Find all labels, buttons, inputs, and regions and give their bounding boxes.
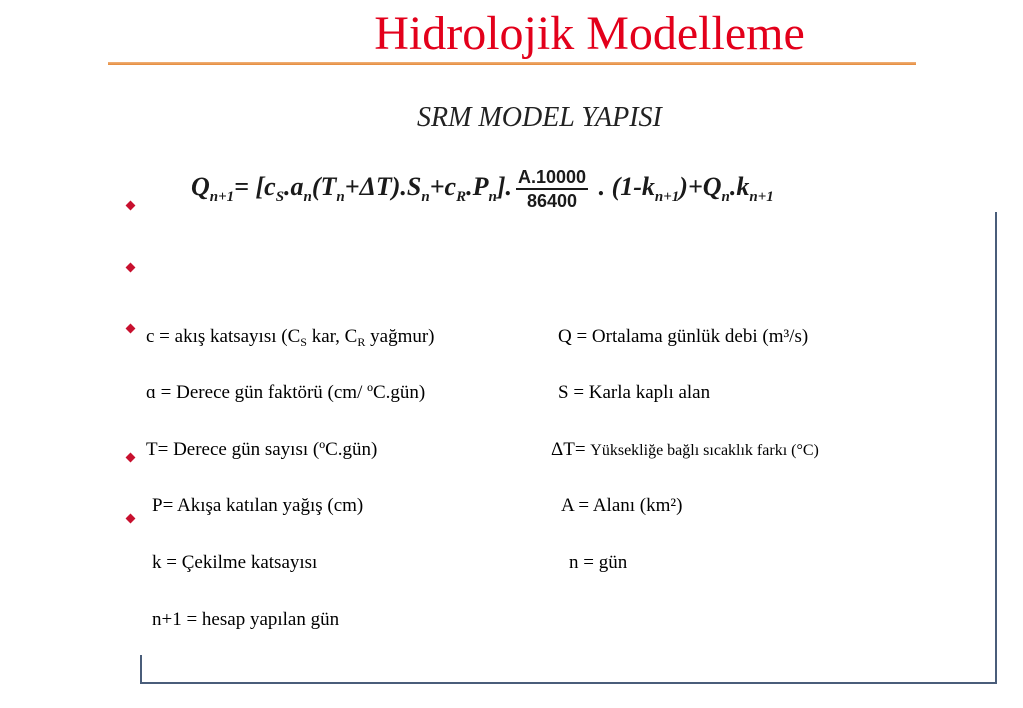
definition-c: c = akış katsayısı ($C_S$ kar, $C_R$ yağmur) bbox=[146, 326, 435, 349]
definitions-box-border-left bbox=[140, 655, 142, 684]
definition-k: k = Çekilme katsayısı bbox=[152, 552, 318, 573]
definition-n: n = gün bbox=[569, 552, 628, 573]
bullet-icon bbox=[126, 262, 136, 274]
definition-a: A = Alanı (km²) bbox=[561, 495, 683, 516]
bullet-icon bbox=[126, 513, 136, 525]
definition-q: Q = Ortalama günlük debi (m³/s) bbox=[558, 326, 809, 347]
definition-t: T= Derece gün sayısı (ºC.gün) bbox=[146, 439, 378, 460]
bullet-icon bbox=[126, 200, 136, 212]
area-conversion-fraction: $\frac{A.10000}{86400}$ bbox=[518, 167, 587, 211]
definitions-box-border-right bbox=[995, 212, 997, 684]
definition-n-plus-1: n+1 = hesap yapılan gün bbox=[152, 609, 340, 630]
definition-alpha: ɑ = Derece gün faktörü (cm/ ºC.gün) bbox=[146, 382, 426, 403]
definition-delta-t: ΔT= Yüksekliğe bağlı sıcaklık farkı (°C) bbox=[551, 439, 819, 460]
slide-title: Hidrolojik Modelleme bbox=[374, 7, 805, 60]
definition-s: S = Karla kaplı alan bbox=[558, 382, 711, 403]
bullet-icon bbox=[126, 323, 136, 335]
definition-p: P= Akışa katılan yağış (cm) bbox=[152, 495, 364, 516]
srm-formula: $Q_{n+1}= [c_S.a_n(T_n+\Delta T).S_n+c_R.P_n]$. $\frac{A.10000}{86400}$ . $(1-k_{n+1})+Q_n.k_{n+1}$ bbox=[191, 167, 774, 211]
bullet-icon bbox=[126, 452, 136, 464]
model-structure-heading: SRM MODEL YAPISI bbox=[417, 102, 662, 133]
definitions-box-border-bottom bbox=[140, 682, 997, 684]
title-underline bbox=[108, 62, 916, 65]
